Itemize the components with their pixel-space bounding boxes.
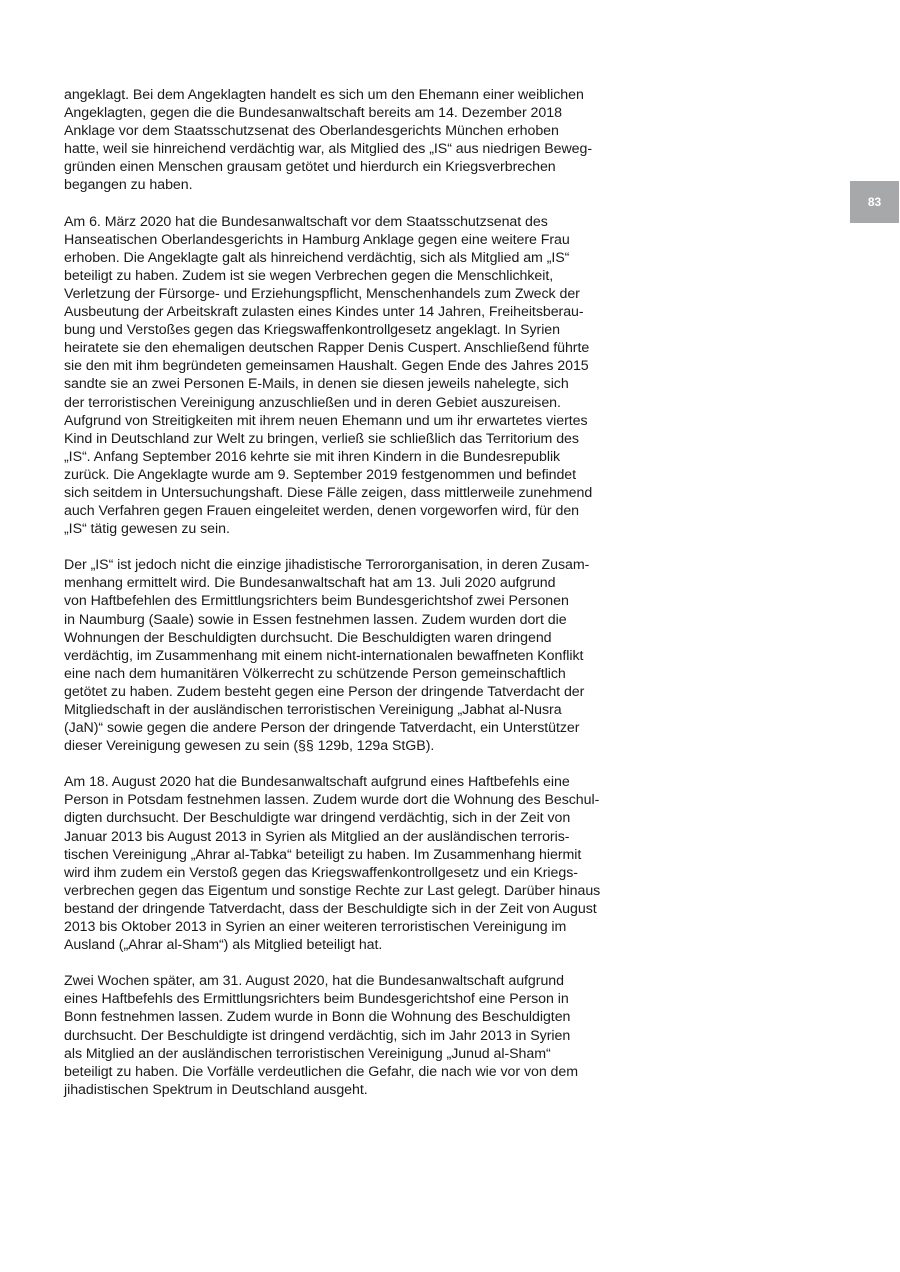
text-line: Am 6. März 2020 hat die Bundesanwaltschaft vor dem Staatsschutzsenat des xyxy=(64,213,548,230)
text-line: Hanseatischen Oberlandesgerichts in Hamburg Anklage gegen eine weitere Frau xyxy=(64,231,570,248)
text-line: begangen zu haben. xyxy=(64,177,193,194)
text-line: Person in Potsdam festnehmen lassen. Zudem wurde dort die Wohnung des Beschul- xyxy=(64,792,600,809)
text-line: eine nach dem humanitären Völkerrecht zu schützende Person gemeinschaftlich xyxy=(64,665,566,682)
text-line: dieser Vereinigung gewesen zu sein (§§ 129b, 129a StGB). xyxy=(64,738,435,755)
text-line: erhoben. Die Angeklagte galt als hinreichend verdächtig, sich als Mitglied am „IS“ xyxy=(64,249,570,266)
text-line: bung und Verstoßes gegen das Kriegswaffenkontrollgesetz angeklagt. In Syrien xyxy=(64,322,560,339)
page-number-tab xyxy=(850,181,899,223)
text-line: als Mitglied an der ausländischen terroristischen Vereinigung „Junud al-Sham“ xyxy=(64,1045,551,1062)
paragraph-3 xyxy=(64,556,612,755)
text-line: „IS“ tätig gewesen zu sein. xyxy=(64,521,230,538)
text-line: auch Verfahren gegen Frauen eingeleitet werden, denen vorgeworfen wird, für den xyxy=(64,503,580,520)
text-line: beteiligt zu haben. Die Vorfälle verdeutlichen die Gefahr, die nach wie vor von dem xyxy=(64,1063,579,1080)
text-line: heiratete sie den ehemaligen deutschen Rapper Denis Cuspert. Anschließend führte xyxy=(64,340,590,357)
text-line: hatte, weil sie hinreichend verdächtig war, als Mitglied des „IS“ aus niedrigen Beweg- xyxy=(64,141,593,158)
text-line: zurück. Die Angeklagte wurde am 9. September 2019 festgenommen und befindet xyxy=(64,466,577,483)
text-line: eines Haftbefehls des Ermittlungsrichters beim Bundesgerichtshof eine Person in xyxy=(64,991,569,1008)
text-line: verbrechen gegen das Eigentum und sonstige Rechte zur Last gelegt. Darüber hinaus xyxy=(64,882,601,899)
text-line: sandte sie an zwei Personen E-Mails, in denen sie diesen jeweils nahelegte, sich xyxy=(64,376,569,393)
text-line: Aufgrund von Streitigkeiten mit ihrem neuen Ehemann und um ihr erwartetes viertes xyxy=(64,412,588,429)
page-number: 83 xyxy=(867,195,882,209)
text-line: bestand der dringende Tatverdacht, dass der Beschuldigte sich in der Zeit von August xyxy=(64,900,597,917)
text-line: durchsucht. Der Beschuldigte ist dringend verdächtig, sich im Jahr 2013 in Syrien xyxy=(64,1027,571,1044)
text-line: der terroristischen Vereinigung anzuschließen und in deren Gebiet auszureisen. xyxy=(64,394,561,411)
text-line: menhang ermittelt wird. Die Bundesanwaltschaft hat am 13. Juli 2020 aufgrund xyxy=(64,575,556,592)
text-line: gründen einen Menschen grausam getötet und hierdurch ein Kriegsverbrechen xyxy=(64,159,556,176)
text-line: Bonn festnehmen lassen. Zudem wurde in Bonn die Wohnung des Beschuldigten xyxy=(64,1009,571,1026)
text-line: sich seitdem in Untersuchungshaft. Diese Fälle zeigen, dass mittlerweile zunehmend xyxy=(64,484,593,501)
text-line: jihadistischen Spektrum in Deutschland ausgeht. xyxy=(64,1081,368,1098)
paragraph-4 xyxy=(64,773,612,954)
text-line: Der „IS“ ist jedoch nicht die einzige jihadistische Terrororganisation, in deren Zusam- xyxy=(64,557,590,574)
text-line: Zwei Wochen später, am 31. August 2020, hat die Bundesanwaltschaft aufgrund xyxy=(64,973,564,990)
text-line: (JaN)“ sowie gegen die andere Person der dringende Tatverdacht, ein Unterstützer xyxy=(64,720,580,737)
paragraph-5 xyxy=(64,972,612,1099)
text-line: von Haftbefehlen des Ermittlungsrichters beim Bundesgerichtshof zwei Personen xyxy=(64,593,569,610)
paragraph-2 xyxy=(64,213,612,539)
text-line: Am 18. August 2020 hat die Bundesanwaltschaft aufgrund eines Haftbefehls eine xyxy=(64,774,570,791)
text-line: getötet zu haben. Zudem besteht gegen eine Person der dringende Tatverdacht der xyxy=(64,683,585,700)
text-line: Mitgliedschaft in der ausländischen terroristischen Vereinigung „Jabhat al-Nusra xyxy=(64,702,562,718)
text-line: Kind in Deutschland zur Welt zu bringen, verließ sie schließlich das Territorium des xyxy=(64,430,579,447)
text-line: „IS“. Anfang September 2016 kehrte sie mit ihren Kindern in die Bundesrepublik xyxy=(64,448,561,465)
text-line: Anklage vor dem Staatsschutzsenat des Oberlandesgerichts München erhoben xyxy=(64,123,559,140)
text-line: beteiligt zu haben. Zudem ist sie wegen Verbrechen gegen die Menschlichkeit, xyxy=(64,267,554,284)
text-line: Ausbeutung der Arbeitskraft zulasten eines Kindes unter 14 Jahren, Freiheitsberau- xyxy=(64,304,584,321)
text-line: Januar 2013 bis August 2013 in Syrien als Mitglied an der ausländischen terroris- xyxy=(64,828,570,845)
text-line: verdächtig, im Zusammenhang mit einem nicht-internationalen bewaffneten Konflikt xyxy=(64,647,584,664)
text-line: wird ihm zudem ein Verstoß gegen das Kriegswaffenkontrollgesetz und ein Kriegs- xyxy=(64,864,578,881)
text-line: tischen Vereinigung „Ahrar al-Tabka“ beteiligt zu haben. Im Zusammenhang hiermit xyxy=(64,846,582,863)
text-line: Wohnungen der Beschuldigten durchsucht. Die Beschuldigten waren dringend xyxy=(64,629,552,646)
text-line: 2013 bis Oktober 2013 in Syrien an einer weiteren terroristischen Vereinigung im xyxy=(64,919,567,936)
text-line: Ausland („Ahrar al-Sham“) als Mitglied beteiligt hat. xyxy=(64,937,383,954)
text-line: sie den mit ihm begründeten gemeinsamen Haushalt. Gegen Ende des Jahres 2015 xyxy=(64,358,589,375)
paragraph-1 xyxy=(64,86,612,195)
text-line: Verletzung der Fürsorge- und Erziehungspflicht, Menschenhandels zum Zweck der xyxy=(64,285,580,302)
text-line: angeklagt. Bei dem Angeklagten handelt es sich um den Ehemann einer weiblichen xyxy=(64,87,584,103)
text-line: in Naumburg (Saale) sowie in Essen festnehmen lassen. Zudem wurden dort die xyxy=(64,611,567,628)
text-line: digten durchsucht. Der Beschuldigte war dringend verdächtig, sich in der Zeit von xyxy=(64,810,571,827)
text-line: Angeklagten, gegen die die Bundesanwaltschaft bereits am 14. Dezember 2018 xyxy=(64,105,562,122)
body-text xyxy=(64,86,612,1117)
